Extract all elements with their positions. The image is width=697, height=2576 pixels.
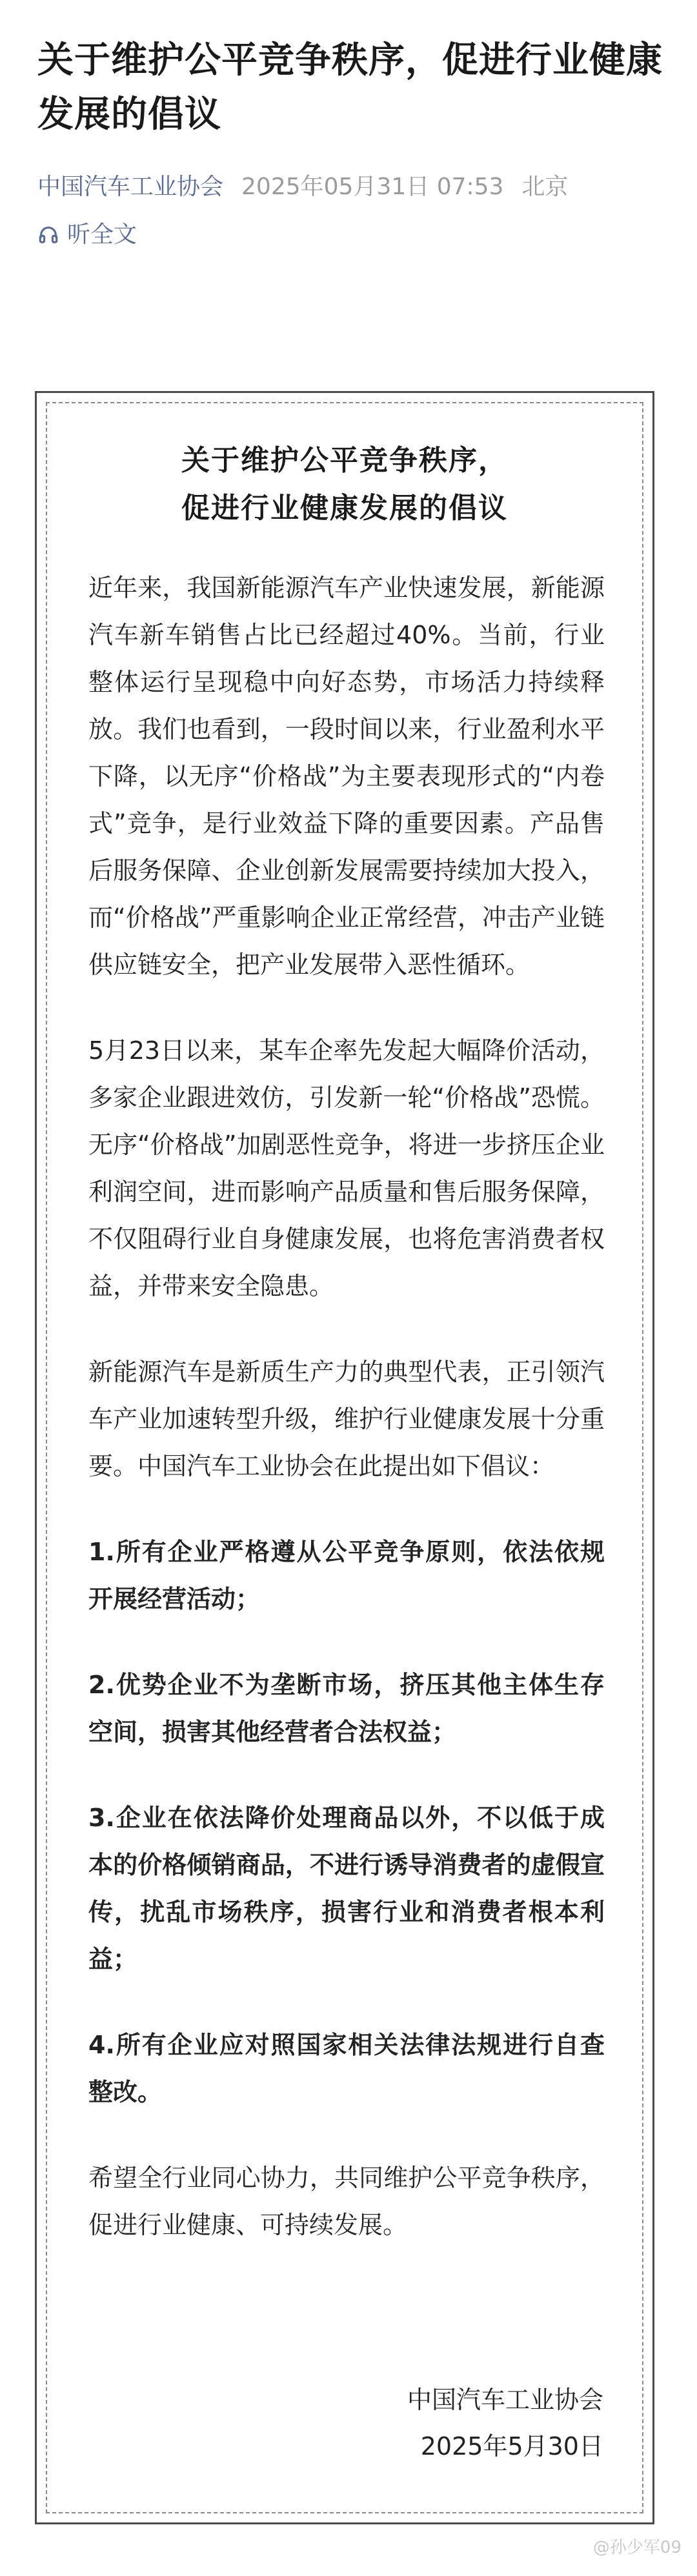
weibo-watermark: @孙少军09 <box>592 2538 682 2557</box>
signature-date: 2025年5月30日 <box>420 2432 603 2460</box>
signature-organization: 中国汽车工业协会 <box>407 2386 603 2414</box>
proposal-item-4: 4.所有企业应对照国家相关法律法规进行自查整改。 <box>88 2031 605 2106</box>
document-body <box>88 565 605 2288</box>
publish-location: 北京 <box>521 174 569 200</box>
proposal-item-1: 1.所有企业严格遵从公平竞争原则，依法依规开展经营活动； <box>88 1538 605 1613</box>
paragraph-price-war: 5月23日以来，某车企率先发起大幅降价活动，多家企业跟进效仿，引发新一轮“价格战”恐慌。无序“价格战”加剧恶性竞争，将进一步挤压企业利润空间，进而影响产品质量和售后服务保障，不仅阻碍行业自身健康发展，也将危害消费者权益，并带来安全隐患。 <box>88 1036 605 1300</box>
source-account-link[interactable]: 中国汽车工业协会 <box>37 174 224 200</box>
article-header <box>37 34 663 250</box>
listen-full-text-button[interactable] <box>37 219 663 250</box>
document-image <box>35 391 654 2524</box>
article-meta <box>37 172 663 203</box>
publish-datetime: 2025年05月31日 07:53 <box>241 174 504 200</box>
paragraph-proposal-intro: 新能源汽车是新质生产力的典型代表，正引领汽车产业加速转型升级，维护行业健康发展十分重要。中国汽车工业协会在此提出如下倡议： <box>88 1358 605 1480</box>
paragraph-closing: 希望全行业同心协力，共同维护公平竞争秩序，促进行业健康、可持续发展。 <box>88 2164 605 2239</box>
document-title-line-2: 促进行业健康发展的倡议 <box>181 492 508 525</box>
paragraph-intro: 近年来，我国新能源汽车产业快速发展，新能源汽车新车销售占比已经超过40%。当前，行业整体运行呈现稳中向好态势，市场活力持续释放。我们也看到，一段时间以来，行业盈利水平下降，以无序“价格战”为主要表现形式的“内卷式”竞争，是行业效益下降的重要因素。产品售后服务保障、企业创新发展需要持续加大投入，而“价格战”严重影响企业正常经营，冲击产业链供应链安全，把产业发展带入恶性循环。 <box>88 574 605 979</box>
proposal-item-3: 3.企业在依法降价处理商品以外，不以低于成本的价格倾销商品，不进行诱导消费者的虚假宣传，扰乱市场秩序，损害行业和消费者根本利益； <box>88 1804 605 1973</box>
document-dashed-border <box>46 402 643 2513</box>
proposal-item-2: 2.优势企业不为垄断市场，挤压其他主体生存空间，损害其他经营者合法权益； <box>88 1671 605 1746</box>
article-title: 关于维护公平竞争秩序，促进行业健康发展的倡议 <box>37 39 663 136</box>
document-title-line-1: 关于维护公平竞争秩序， <box>181 444 508 477</box>
listen-label: 听全文 <box>67 221 137 248</box>
signature-block <box>407 2377 603 2470</box>
headphone-icon <box>37 224 59 246</box>
document-title <box>47 437 642 532</box>
